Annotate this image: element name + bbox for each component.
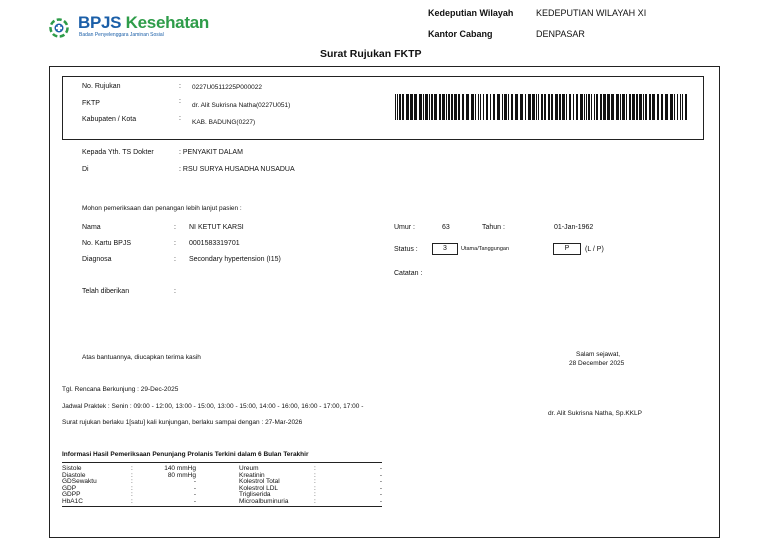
tahun-value: 01-Jan-1962 bbox=[554, 224, 594, 231]
di-label: Di bbox=[82, 166, 89, 173]
lab-left-colons: : : : : : : bbox=[131, 465, 133, 505]
berlaku-text: Surat rujukan berlaku 1[satu] kali kunjungan, berlaku sampai dengan : 27-Mar-2026 bbox=[62, 419, 303, 426]
lab-divider-bottom bbox=[62, 506, 382, 507]
di-value: : RSU SURYA HUSADHA NUSADUA bbox=[179, 166, 295, 173]
logo-title-bpjs: BPJS bbox=[78, 13, 122, 32]
lab-left-values: 140 mmHg 80 mmHg - - - - bbox=[164, 465, 196, 505]
diagnosa-colon: : bbox=[174, 256, 176, 263]
kedeputian-label: Kedeputian Wilayah bbox=[428, 8, 514, 18]
salam-text: Salam sejawat, bbox=[576, 351, 621, 358]
kepada-label: Kepada Yth. TS Dokter bbox=[82, 149, 154, 156]
lab-title: Informasi Hasil Pemeriksaan Penunjang Prolanis Terkini dalam 6 Bulan Terakhir bbox=[62, 451, 309, 458]
intro-text: Mohon pemeriksaan dan penangan lebih lanjut pasien : bbox=[82, 205, 242, 212]
status-label: Status : bbox=[394, 246, 418, 253]
nama-value: NI KETUT KARSI bbox=[189, 224, 244, 231]
bpjs-logo-icon bbox=[49, 18, 69, 38]
logo-title bbox=[78, 13, 209, 33]
nama-colon: : bbox=[174, 224, 176, 231]
no-rujukan-label: No. Rujukan bbox=[82, 83, 121, 90]
logo-subtitle: Badan Penyelenggara Jaminan Sosial bbox=[79, 32, 164, 38]
lab-divider-top bbox=[62, 462, 382, 463]
jk-box: P bbox=[553, 243, 581, 255]
umur-value: 63 bbox=[442, 224, 450, 231]
barcode-image bbox=[395, 94, 690, 120]
kabupaten-value: KAB. BADUNG(0227) bbox=[192, 119, 256, 126]
fktp-value: dr. Alit Sukrisna Natha(0227U051) bbox=[192, 102, 291, 109]
rencana-text: Tgl. Rencana Berkunjung : 29-Dec-2025 bbox=[62, 386, 179, 393]
jadwal-text: Jadwal Praktek : Senin : 09:00 - 12:00, 13:00 - 15:00, 13:00 - 15:00, 14:00 - 16:00, 16:00 - 17:00, 17:00 - bbox=[62, 403, 364, 410]
lab-right-colons: : : : : : : bbox=[314, 465, 316, 505]
kantor-value: DENPASAR bbox=[536, 29, 585, 39]
no-rujukan-colon: : bbox=[179, 83, 181, 90]
status-box: 3 bbox=[432, 243, 458, 255]
fktp-label: FKTP bbox=[82, 100, 100, 107]
tahun-label: Tahun : bbox=[482, 224, 505, 231]
kartu-value: 0001583319701 bbox=[189, 240, 240, 247]
diberikan-label: Telah diberikan bbox=[82, 288, 130, 295]
dokter-name: dr. Alit Sukrisna Natha, Sp.KKLP bbox=[548, 410, 642, 417]
diberikan-colon: : bbox=[174, 288, 176, 295]
logo-title-kesehatan: Kesehatan bbox=[125, 13, 209, 32]
kabupaten-label: Kabupaten / Kota bbox=[82, 116, 137, 123]
nama-label: Nama bbox=[82, 224, 101, 231]
kedeputian-value: KEDEPUTIAN WILAYAH XI bbox=[536, 8, 647, 18]
lab-right-values: - - - - - - bbox=[379, 465, 382, 505]
lab-left-labels: Sistole Diastole GDSewaktu GDP GDPP HbA1C bbox=[62, 465, 97, 505]
no-rujukan-value: 0227U0511225P000022 bbox=[192, 84, 263, 91]
umur-label: Umur : bbox=[394, 224, 415, 231]
tanggal-text: 28 December 2025 bbox=[569, 360, 625, 367]
jk-desc: (L / P) bbox=[585, 246, 604, 253]
kartu-colon: : bbox=[174, 240, 176, 247]
catatan-label: Catatan : bbox=[394, 270, 423, 277]
fktp-colon: : bbox=[179, 98, 181, 105]
kabupaten-colon: : bbox=[179, 115, 181, 122]
page-title: Surat Rujukan FKTP bbox=[320, 48, 422, 60]
diagnosa-value: Secondary hypertension (I15) bbox=[189, 256, 281, 263]
status-desc: Utama/Tanggungan bbox=[461, 246, 510, 252]
diagnosa-label: Diagnosa bbox=[82, 256, 112, 263]
lab-right-labels: Ureum Kreatinin Kolestrol Total Kolestrol LDL Trigliserida Microalbuminuria bbox=[239, 465, 289, 505]
kepada-value: : PENYAKIT DALAM bbox=[179, 149, 243, 156]
kantor-label: Kantor Cabang bbox=[428, 29, 493, 39]
kartu-label: No. Kartu BPJS bbox=[82, 240, 132, 247]
thanks-text: Atas bantuannya, diucapkan terima kasih bbox=[82, 354, 201, 361]
